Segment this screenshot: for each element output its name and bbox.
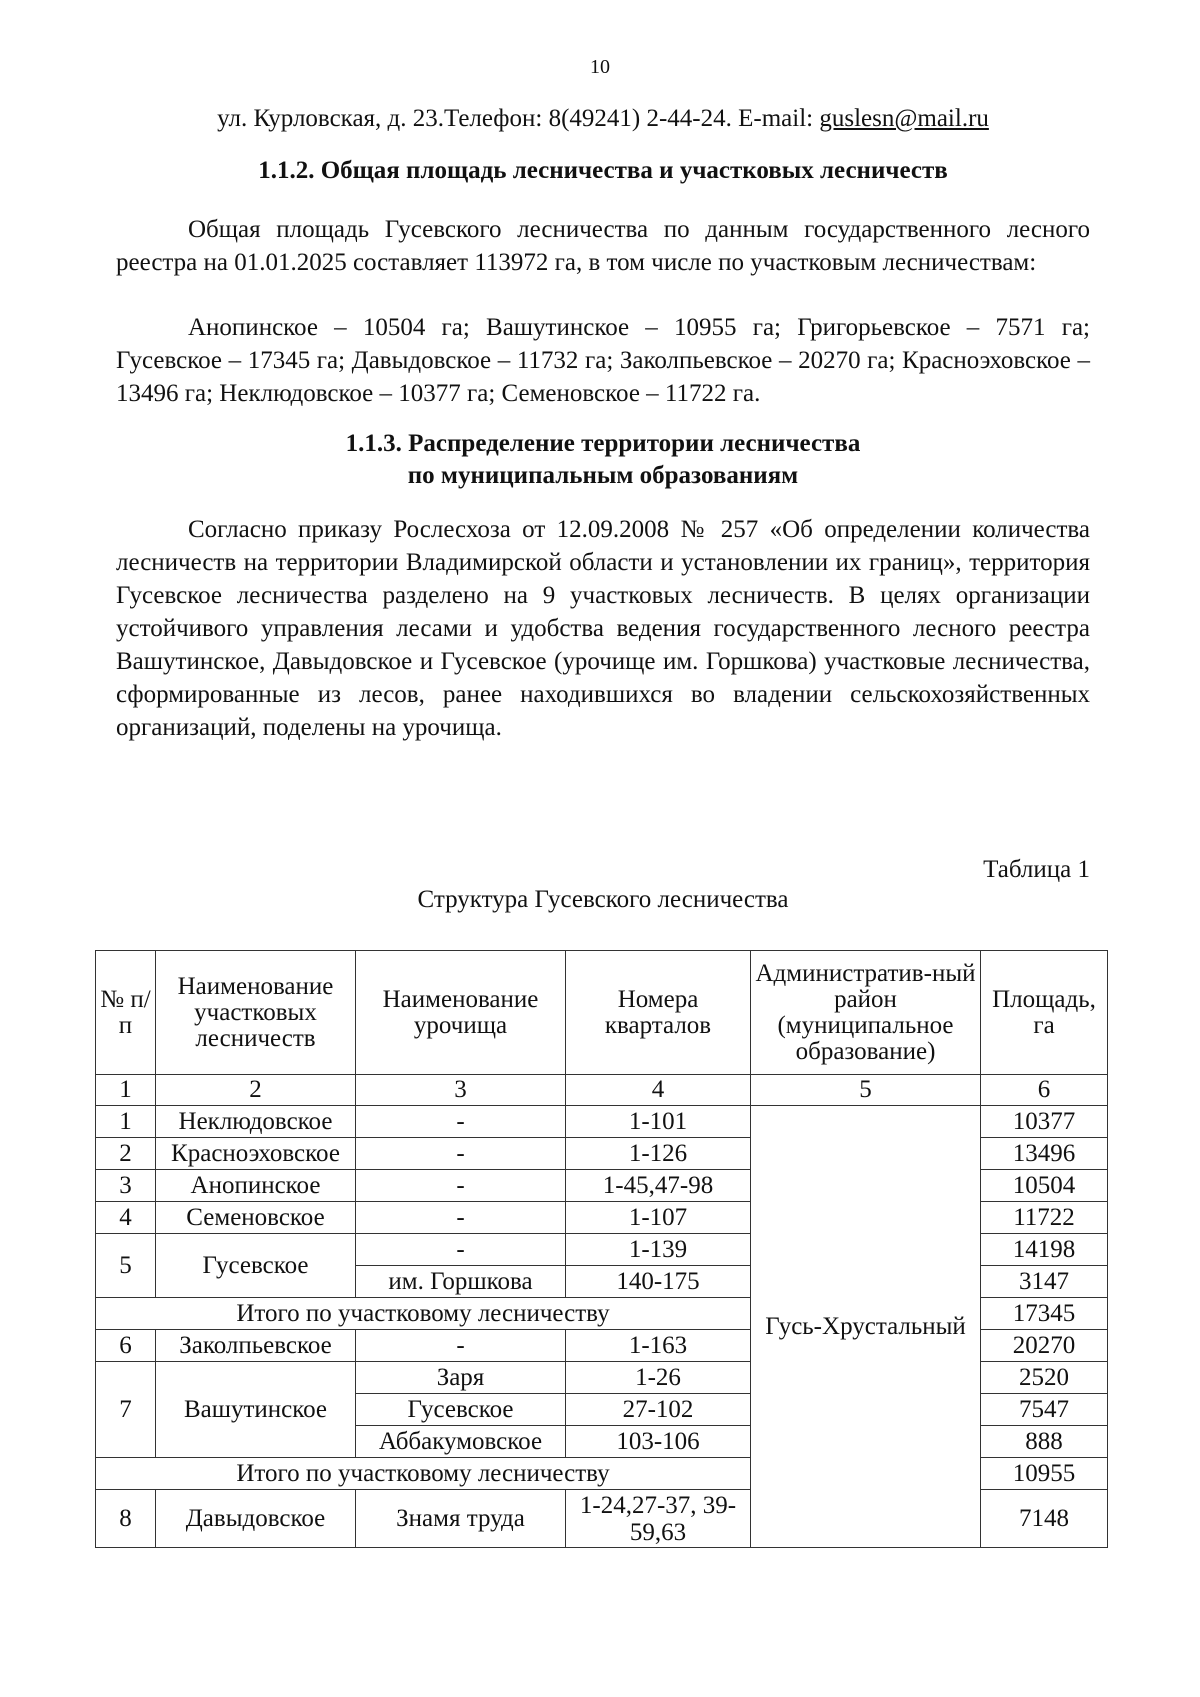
area-paragraph: Общая площадь Гусевского лесничества по данным государственного лесного реестра на 01.01.2025 составляет 113972 га, в том числе по участковым лесничествам:: [116, 216, 1090, 276]
row-quarters: 1-45,47-98: [566, 1170, 751, 1202]
row-tract: Гусевское: [356, 1394, 566, 1426]
row-quarters: 1-26: [566, 1362, 751, 1394]
row-area: 2520: [981, 1362, 1108, 1394]
row-area: 13496: [981, 1138, 1108, 1170]
table-caption: Структура Гусевского лесничества: [417, 886, 789, 913]
row-quarters: 1-126: [566, 1138, 751, 1170]
row-num: 1: [96, 1106, 156, 1138]
row-forestry: Анопинское: [156, 1170, 356, 1202]
row-num: 3: [96, 1170, 156, 1202]
row-tract: Знамя труда: [356, 1490, 566, 1548]
header-num: № п/п: [96, 951, 156, 1075]
table-label: Таблица 1: [983, 856, 1090, 883]
row-forestry: Гусевское: [156, 1234, 356, 1298]
subtotal-area: 17345: [981, 1298, 1108, 1330]
header-area: Площадь, га: [981, 951, 1108, 1075]
section-heading-line-2: по муниципальным образованиям: [407, 462, 799, 489]
row-num: 2: [96, 1138, 156, 1170]
row-area: 3147: [981, 1266, 1108, 1298]
row-quarters: 1-24,27-37, 39-59,63: [566, 1490, 751, 1548]
row-area: 20270: [981, 1330, 1108, 1362]
row-forestry: Красноэховское: [156, 1138, 356, 1170]
row-tract: -: [356, 1330, 566, 1362]
subtotal-area: 10955: [981, 1458, 1108, 1490]
page-number: 10: [590, 56, 610, 78]
header-tract: Наименование урочища: [356, 951, 566, 1075]
column-number: 3: [356, 1075, 566, 1106]
row-tract: -: [356, 1170, 566, 1202]
section-heading-1-1-3: [116, 428, 1090, 492]
row-num: 8: [96, 1490, 156, 1548]
forestry-structure-table: [95, 950, 1108, 1548]
row-quarters: 1-101: [566, 1106, 751, 1138]
row-area: 7547: [981, 1394, 1108, 1426]
row-quarters: 140-175: [566, 1266, 751, 1298]
row-forestry: Семеновское: [156, 1202, 356, 1234]
row-area: 888: [981, 1426, 1108, 1458]
section-heading-line-1: 1.1.3. Распределение территории лесничества: [345, 430, 861, 457]
subtotal-label: Итого по участковому лесничеству: [96, 1298, 751, 1330]
row-area: 11722: [981, 1202, 1108, 1234]
subtotal-label: Итого по участковому лесничеству: [96, 1458, 751, 1490]
column-number: 4: [566, 1075, 751, 1106]
column-number: 5: [751, 1075, 981, 1106]
district-cell: Гусь-Хрустальный: [751, 1106, 981, 1548]
column-number: 6: [981, 1075, 1108, 1106]
row-quarters: 27-102: [566, 1394, 751, 1426]
section-heading-1-1-2: 1.1.2. Общая площадь лесничества и участковых лесничеств: [258, 157, 948, 184]
order-paragraph: Согласно приказу Рослесхоза от 12.09.2008 № 257 «Об определении количества лесничеств на территории Владимирской области и установлении их границ», территория Гусевское лесничества разделено на 9 участковых лесничеств. В целях организации устойчивого управления лесами и удобства ведения государственного лесного реестра Вашутинское, Давыдовское и Гусевское (урочище им. Горшкова) участковые лесничества, сформированные из лесов, ранее находившихся во владении сельскохозяйственных организаций, поделены на урочища.: [116, 516, 1090, 741]
row-quarters: 1-139: [566, 1234, 751, 1266]
row-tract: -: [356, 1106, 566, 1138]
row-num: 6: [96, 1330, 156, 1362]
row-tract: им. Горшкова: [356, 1266, 566, 1298]
row-forestry: Вашутинское: [156, 1362, 356, 1458]
row-quarters: 103-106: [566, 1426, 751, 1458]
column-number: 2: [156, 1075, 356, 1106]
row-area: 14198: [981, 1234, 1108, 1266]
row-tract: -: [356, 1234, 566, 1266]
column-number-row: [96, 1075, 1108, 1106]
header-quarters: Номера кварталов: [566, 951, 751, 1075]
header-forestry: Наименование участковых лесничеств: [156, 951, 356, 1075]
row-tract: -: [356, 1138, 566, 1170]
row-forestry: Давыдовское: [156, 1490, 356, 1548]
forestry-areas-paragraph: Анопинское – 10504 га; Вашутинское – 10955 га; Григорьевское – 7571 га; Гусевское – 17345 га; Давыдовское – 11732 га; Заколпьевское – 20270 га; Красноэховское – 13496 га; Неклюдовское – 10377 га; Семеновское – 11722 га.: [116, 314, 1090, 407]
row-tract: Заря: [356, 1362, 566, 1394]
column-number: 1: [96, 1075, 156, 1106]
row-forestry: Неклюдовское: [156, 1106, 356, 1138]
email-link[interactable]: guslesn@mail.ru: [819, 105, 989, 132]
row-num: 5: [96, 1234, 156, 1298]
row-tract: -: [356, 1202, 566, 1234]
row-area: 7148: [981, 1490, 1108, 1548]
table-row: [96, 1106, 1108, 1138]
row-quarters: 1-107: [566, 1202, 751, 1234]
row-forestry: Заколпьевское: [156, 1330, 356, 1362]
contact-line: [116, 102, 1090, 135]
row-num: 4: [96, 1202, 156, 1234]
row-area: 10377: [981, 1106, 1108, 1138]
header-row: [96, 951, 1108, 1075]
row-quarters: 1-163: [566, 1330, 751, 1362]
row-tract: Аббакумовское: [356, 1426, 566, 1458]
row-num: 7: [96, 1362, 156, 1458]
header-district: Административ-ный район (муниципальное образование): [751, 951, 981, 1075]
row-area: 10504: [981, 1170, 1108, 1202]
contact-address: ул. Курловская, д. 23.Телефон: 8(49241) 2-44-24. E-mail:: [217, 105, 820, 132]
